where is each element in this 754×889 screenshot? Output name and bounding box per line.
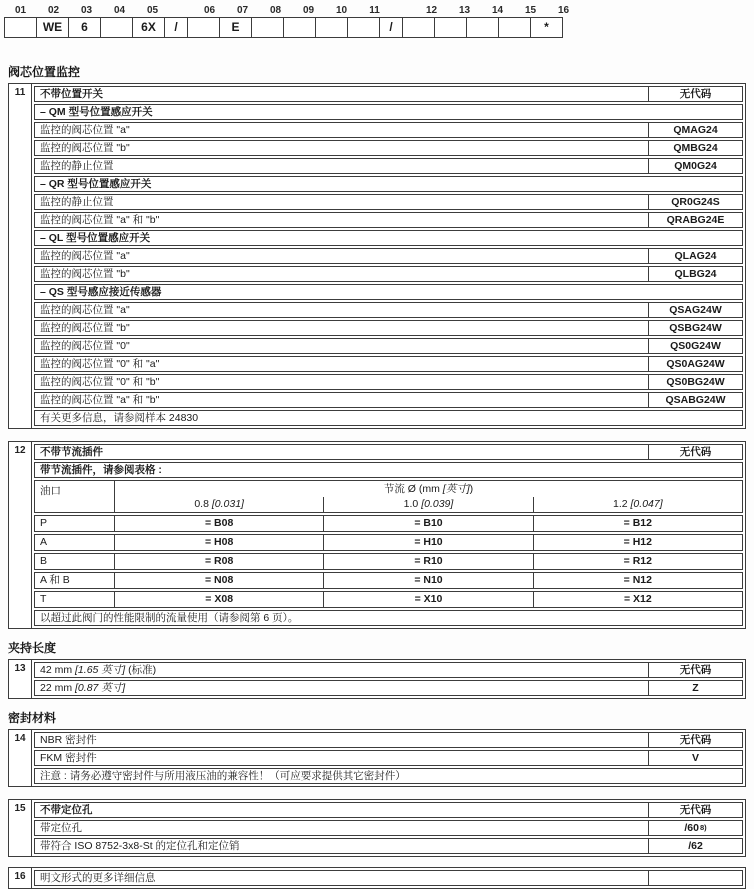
position-label: 12 bbox=[425, 5, 438, 16]
flow-table-row bbox=[34, 553, 743, 570]
section-12-group bbox=[8, 441, 746, 629]
section-13-group bbox=[8, 659, 746, 699]
throttle-header-close: ) bbox=[469, 483, 474, 495]
section-number: 11 bbox=[9, 84, 32, 428]
option-row bbox=[34, 750, 743, 766]
section-number: 13 bbox=[9, 660, 32, 698]
option-label: FKM 密封件 bbox=[40, 752, 97, 764]
flow-code: = N10 bbox=[323, 573, 532, 588]
option-label: 监控的阀芯位置 "a" 和 "b" bbox=[40, 214, 160, 226]
option-label: 监控的阀芯位置 "b" bbox=[40, 322, 130, 334]
option-row bbox=[34, 870, 743, 886]
option-row bbox=[34, 248, 743, 264]
size-inch: [0.039] bbox=[421, 498, 454, 510]
option-label: 监控的静止位置 bbox=[40, 196, 114, 208]
code-cell-separator: / bbox=[379, 17, 403, 38]
option-row bbox=[34, 680, 743, 696]
option-row bbox=[34, 302, 743, 318]
flow-table-row bbox=[34, 572, 743, 589]
size-header-row bbox=[115, 497, 742, 512]
option-label bbox=[35, 681, 648, 695]
section-15-group bbox=[8, 799, 746, 857]
option-code: Z bbox=[648, 681, 742, 695]
position-label: 03 bbox=[80, 5, 93, 16]
option-label: 监控的阀芯位置 "a" bbox=[40, 304, 130, 316]
option-row bbox=[34, 802, 743, 818]
option-label: 监控的阀芯位置 "0" 和 "b" bbox=[40, 376, 160, 388]
position-label: 06 bbox=[203, 5, 216, 16]
order-code-table bbox=[4, 4, 754, 38]
option-row bbox=[34, 194, 743, 210]
position-label: 08 bbox=[269, 5, 282, 16]
info-row bbox=[34, 410, 743, 426]
option-code: V bbox=[648, 751, 742, 765]
option-code: QMAG24 bbox=[648, 123, 742, 137]
section-title-seal-material: 密封材料 bbox=[8, 711, 57, 725]
order-code-position-row bbox=[4, 4, 754, 17]
footnote-reference: 8) bbox=[699, 823, 707, 832]
option-code: QSBG24W bbox=[648, 321, 742, 335]
flow-table-header bbox=[34, 480, 743, 513]
option-row bbox=[34, 838, 743, 854]
option-code: QR0G24S bbox=[648, 195, 742, 209]
code-cell bbox=[347, 17, 380, 38]
option-row bbox=[34, 820, 743, 836]
option-label: 带符合 ISO 8752-3x8-St 的定位孔和定位销 bbox=[40, 840, 240, 852]
position-label: 07 bbox=[236, 5, 249, 16]
size-header bbox=[323, 497, 532, 512]
option-code bbox=[648, 821, 742, 835]
option-code: QS0BG24W bbox=[648, 375, 742, 389]
option-label: 带定位孔 bbox=[40, 822, 82, 834]
option-label: 监控的阀芯位置 "a" bbox=[40, 124, 130, 136]
section-number: 16 bbox=[9, 868, 32, 888]
length-inch: [1.65 英寸] bbox=[75, 664, 126, 676]
option-row bbox=[34, 374, 743, 390]
order-code-cell-row bbox=[4, 17, 754, 38]
size-mm: 0.8 bbox=[194, 498, 212, 510]
option-label: 监控的静止位置 bbox=[40, 160, 114, 172]
length-inch: [0.87 英寸] bbox=[75, 682, 126, 694]
option-code-empty bbox=[648, 871, 742, 885]
option-code: 无代码 bbox=[648, 445, 742, 459]
option-code: QMBG24 bbox=[648, 141, 742, 155]
option-label: 明文形式的更多详细信息 bbox=[40, 872, 156, 884]
code-cell bbox=[466, 17, 499, 38]
position-label: 10 bbox=[335, 5, 348, 16]
option-code: 无代码 bbox=[648, 663, 742, 677]
flow-code: = N08 bbox=[205, 574, 234, 586]
subheader-row bbox=[34, 284, 743, 300]
section-14-group bbox=[8, 729, 746, 787]
subheader-row bbox=[34, 176, 743, 192]
position-label: 15 bbox=[524, 5, 537, 16]
option-label: 监控的阀芯位置 "b" bbox=[40, 268, 130, 280]
code-cell bbox=[434, 17, 467, 38]
option-label: NBR 密封件 bbox=[40, 734, 97, 746]
code-cell bbox=[498, 17, 531, 38]
flow-code: = X08 bbox=[205, 593, 234, 605]
option-row bbox=[34, 158, 743, 174]
size-inch: [0.047] bbox=[630, 498, 663, 510]
option-label: 监控的阀芯位置 "a" 和 "b" bbox=[40, 394, 160, 406]
subheader-row bbox=[34, 462, 743, 478]
subheader-row bbox=[34, 104, 743, 120]
option-label: 监控的阀芯位置 "0" bbox=[40, 340, 130, 352]
position-label: 02 bbox=[47, 5, 60, 16]
port-label: T bbox=[35, 592, 115, 607]
code-cell bbox=[315, 17, 348, 38]
flow-code: = B12 bbox=[533, 516, 742, 531]
option-code: QLAG24 bbox=[648, 249, 742, 263]
option-row bbox=[34, 444, 743, 460]
option-code: QM0G24 bbox=[648, 159, 742, 173]
subheader-row bbox=[34, 230, 743, 246]
code-cell: 6X bbox=[132, 17, 165, 38]
subheader-label: – QM 型号位置感应开关 bbox=[40, 106, 153, 118]
code-cell bbox=[4, 17, 37, 38]
option-row bbox=[34, 338, 743, 354]
code-value: /60 bbox=[684, 822, 699, 834]
position-label: 04 bbox=[113, 5, 126, 16]
option-code: /62 bbox=[648, 839, 742, 853]
flow-code: = N12 bbox=[533, 573, 742, 588]
option-row bbox=[34, 266, 743, 282]
throttle-header-inch: [英寸] bbox=[442, 483, 470, 495]
port-label: A 和 B bbox=[35, 573, 115, 588]
option-row bbox=[34, 86, 743, 102]
throttle-diameter-header bbox=[115, 481, 742, 497]
option-row bbox=[34, 212, 743, 228]
size-mm: 1.0 bbox=[403, 498, 422, 510]
option-label: 不带节流插件 bbox=[40, 446, 103, 458]
flow-code: = H10 bbox=[323, 535, 532, 550]
position-label: 13 bbox=[458, 5, 471, 16]
port-label: P bbox=[35, 516, 115, 531]
flow-code: = R12 bbox=[533, 554, 742, 569]
flow-code: = B10 bbox=[323, 516, 532, 531]
section-title-clamping-length: 夹持长度 bbox=[8, 641, 57, 655]
section-16-group bbox=[8, 867, 746, 889]
option-code: QSABG24W bbox=[648, 393, 742, 407]
option-label: 监控的阀芯位置 "a" bbox=[40, 250, 130, 262]
note-label: 注意 : 请务必遵守密封件与所用液压油的兼容性！（可应要求提供其它密封件） bbox=[40, 770, 406, 782]
section-number: 12 bbox=[9, 442, 32, 628]
option-code: 无代码 bbox=[648, 87, 742, 101]
option-code: QSAG24W bbox=[648, 303, 742, 317]
option-row bbox=[34, 356, 743, 372]
option-row bbox=[34, 732, 743, 748]
flow-code: = X10 bbox=[323, 592, 532, 607]
position-label: 11 bbox=[369, 5, 380, 16]
option-label: 监控的阀芯位置 "0" 和 "a" bbox=[40, 358, 160, 370]
flow-code: = R10 bbox=[323, 554, 532, 569]
note-row bbox=[34, 610, 743, 626]
option-row bbox=[34, 392, 743, 408]
code-cell-separator: / bbox=[164, 17, 188, 38]
size-header bbox=[533, 497, 742, 512]
flow-code: = R08 bbox=[205, 555, 234, 567]
flow-code: = H12 bbox=[533, 535, 742, 550]
size-inch: [0.031] bbox=[211, 498, 244, 510]
option-row bbox=[34, 122, 743, 138]
port-label: B bbox=[35, 554, 115, 569]
section-number: 15 bbox=[9, 800, 32, 856]
option-code: QRABG24E bbox=[648, 213, 742, 227]
code-cell bbox=[100, 17, 133, 38]
section-number: 14 bbox=[9, 730, 32, 786]
option-row bbox=[34, 320, 743, 336]
flow-table-row bbox=[34, 534, 743, 551]
code-cell bbox=[402, 17, 435, 38]
code-cell-star: * bbox=[530, 17, 563, 38]
section-title-spool-monitoring: 阀芯位置监控 bbox=[8, 65, 81, 79]
code-cell: WE bbox=[36, 17, 69, 38]
code-cell bbox=[283, 17, 316, 38]
position-label-separator bbox=[169, 4, 193, 17]
subheader-label: – QR 型号位置感应开关 bbox=[40, 178, 152, 190]
option-code: 无代码 bbox=[648, 733, 742, 747]
position-label-separator bbox=[391, 4, 415, 17]
position-label: 14 bbox=[491, 5, 504, 16]
note-label: 以超过此阀门的性能限制的流量使用（请参阅第 6 页）。 bbox=[40, 612, 299, 624]
code-cell: 6 bbox=[68, 17, 101, 38]
option-code: QLBG24 bbox=[648, 267, 742, 281]
position-label: 16 bbox=[557, 5, 570, 16]
code-cell bbox=[251, 17, 284, 38]
flow-table-row bbox=[34, 591, 743, 608]
flow-code: = B08 bbox=[205, 517, 234, 529]
option-row bbox=[34, 140, 743, 156]
size-mm: 1.2 bbox=[613, 498, 631, 510]
note-row bbox=[34, 768, 743, 784]
port-column-header: 油口 bbox=[35, 481, 115, 512]
length-mm: 22 mm bbox=[40, 682, 76, 694]
flow-code: = H08 bbox=[205, 536, 234, 548]
option-code: QS0G24W bbox=[648, 339, 742, 353]
code-cell bbox=[187, 17, 220, 38]
section-11-group bbox=[8, 83, 746, 429]
position-label: 01 bbox=[14, 5, 27, 16]
info-label: 有关更多信息，请参阅样本 24830 bbox=[40, 412, 199, 424]
option-label: 不带定位孔 bbox=[40, 804, 93, 816]
position-label: 09 bbox=[302, 5, 315, 16]
flow-table-row bbox=[34, 515, 743, 532]
port-label: A bbox=[35, 535, 115, 550]
size-header bbox=[115, 497, 323, 512]
length-standard: (标准) bbox=[125, 664, 157, 676]
option-label: 不带位置开关 bbox=[40, 88, 103, 100]
throttle-header-text: 节流 Ø (mm bbox=[383, 483, 443, 495]
option-code: 无代码 bbox=[648, 803, 742, 817]
option-label: 监控的阀芯位置 "b" bbox=[40, 142, 130, 154]
option-row bbox=[34, 662, 743, 678]
code-cell: E bbox=[219, 17, 252, 38]
subheader-label: – QL 型号位置感应开关 bbox=[40, 232, 151, 244]
position-label: 05 bbox=[146, 5, 159, 16]
option-label bbox=[35, 663, 648, 677]
subheader-label: 带节流插件，请参阅表格 : bbox=[40, 464, 162, 476]
option-code: QS0AG24W bbox=[648, 357, 742, 371]
flow-code: = X12 bbox=[533, 592, 742, 607]
length-mm: 42 mm bbox=[40, 664, 76, 676]
subheader-label: – QS 型号感应接近传感器 bbox=[40, 286, 162, 298]
